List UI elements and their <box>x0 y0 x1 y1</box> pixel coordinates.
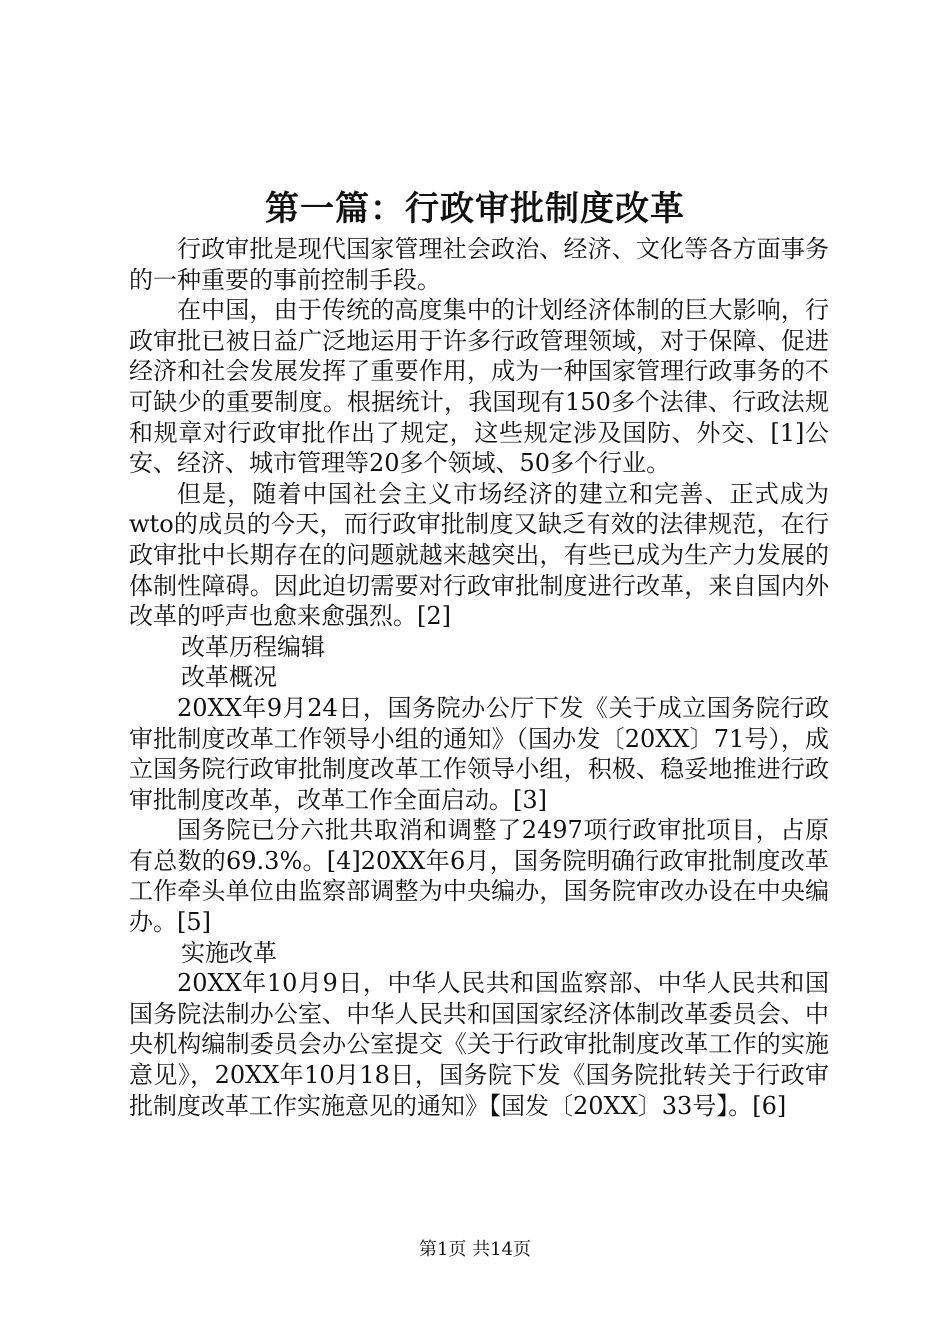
paragraph-china-context: 在中国，由于传统的高度集中的计划经济体制的巨大影响，行政审批已被日益广泛地运用于许多行政管理领域，对于保障、促进经济和社会发展发挥了重要作用，成为一种国家管理行政事务的不可缺少的重要制度。根据统计，我国现有150多个法律、行政法规和规章对行政审批作出了规定，这些规定涉及国防、外交、[1]公安、经济、城市管理等20多个领域、50多个行业。 <box>129 296 829 478</box>
paragraph-implementation-opinion: 20XX年10月9日，中华人民共和国监察部、中华人民共和国国务院法制办公室、中华人民共和国国家经济体制改革委员会、中央机构编制委员会办公室提交《关于行政审批制度改革工作的实施意见》，20XX年10月18日，国务院下发《国务院批转关于行政审批制度改革工作实施意见的通知》【国发〔20XX〕33号】。[6] <box>129 969 829 1120</box>
document-body <box>129 234 829 1121</box>
section-heading-history: 改革历程编辑 <box>181 632 325 661</box>
page-number-footer: 第1页 共14页 <box>418 1239 532 1260</box>
paragraph-2001-notice: 20XX年9月24日，国务院办公厅下发《关于成立国务院行政审批制度改革工作领导小组的通知》（国办发〔20XX〕71号），成立国务院行政审批制度改革工作领导小组，积极、稳妥地推进行政审批制度改革，改革工作全面启动。[3] <box>129 693 829 814</box>
paragraph-intro: 行政审批是现代国家管理社会政治、经济、文化等各方面事务的一种重要的事前控制手段。 <box>129 235 829 294</box>
paragraph-problems: 但是，随着中国社会主义市场经济的建立和完善、正式成为wto的成员的今天，而行政审批制度又缺乏有效的法律规范，在行政审批中长期存在的问题就越来越突出，有些已成为生产力发展的体制性障碍。因此迫切需要对行政审批制度进行改革，来自国内外改革的呼声也愈来愈强烈。[2] <box>129 479 829 631</box>
section-heading-implementation: 实施改革 <box>181 938 277 967</box>
section-heading-overview: 改革概况 <box>181 663 277 692</box>
document-title: 第一篇：行政审批制度改革 <box>265 189 685 229</box>
paragraph-cancelled-items: 国务院已分六批共取消和调整了2497项行政审批项目，占原有总数的69.3%。[4]20XX年6月，国务院明确行政审批制度改革工作牵头单位由监察部调整为中央编办，国务院审改办设在中央编办。[5] <box>129 816 829 937</box>
